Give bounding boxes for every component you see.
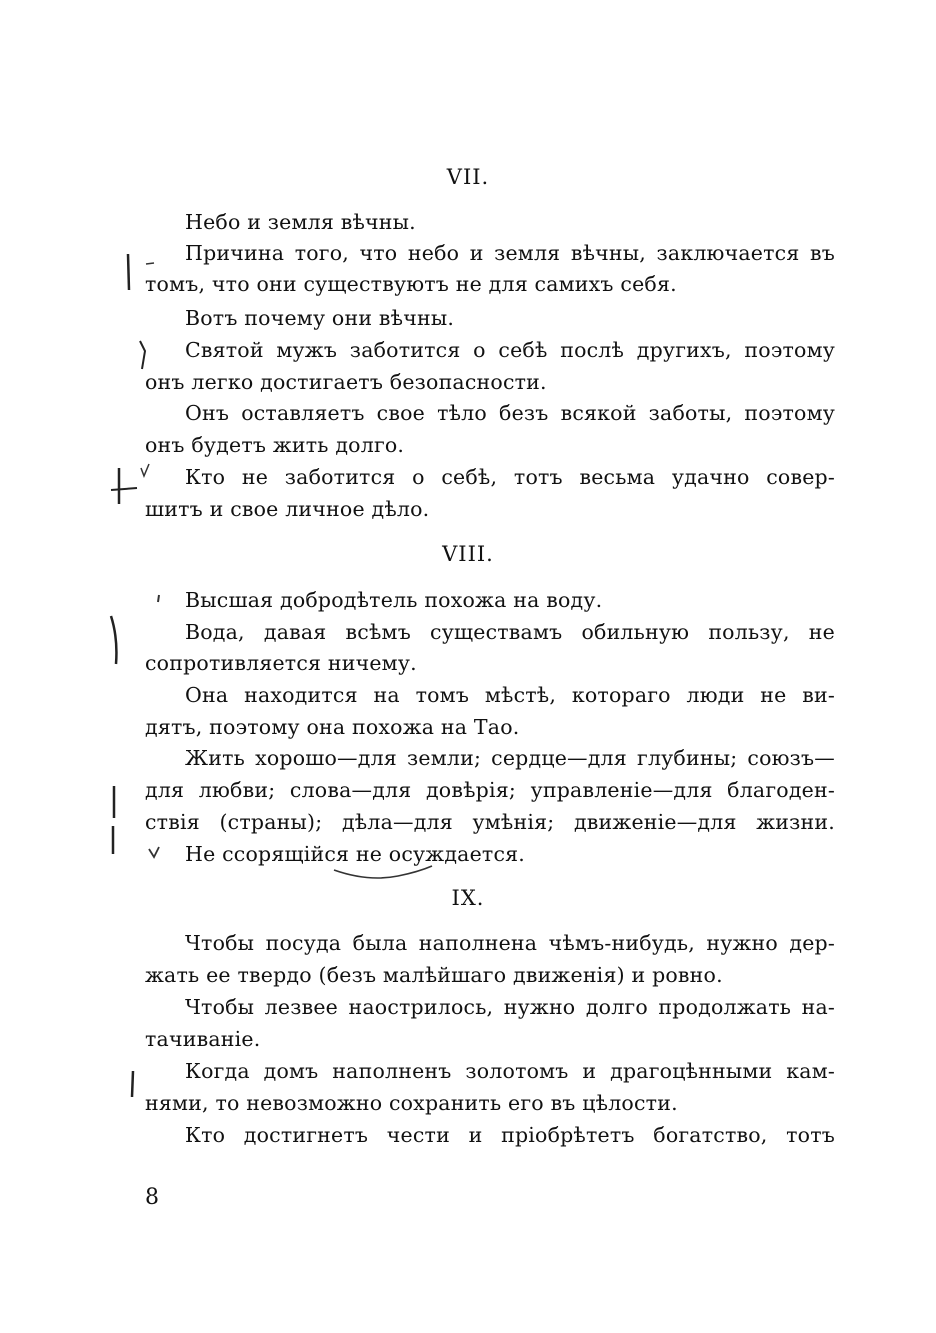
text-line: сопротивляется ничему. [145,651,417,675]
text-line: тачиваніе. [145,1027,261,1051]
page-number: 8 [145,1185,159,1210]
margin-bar-mark [120,240,160,300]
margin-tick-mark [130,335,160,375]
text-line: Небо и земля вѣчны. [185,210,416,234]
section-heading-ix: IX. [451,886,485,910]
section-heading-vii: VII. [446,165,490,189]
text-line: онъ легко достигаетъ безопасности. [145,370,547,394]
underline-scribble [328,862,438,892]
text-line: Жить хорошо—для земли; сердце—для глубины; союзъ— [185,746,835,770]
text-line: Вода, давая всѣмъ существамъ обильную пользу, не [185,620,835,644]
text-line: ствія (страны); дѣла—для умѣнія; движеніе—для жизни. [145,810,835,834]
margin-dot-mark [150,590,170,610]
margin-check-mark [145,843,165,863]
text-line: Не ссорящійся не осуждается. [185,842,525,866]
text-line: Чтобы лезвее наострилось, нужно долго продолжать на- [185,995,835,1019]
text-line: нями, то невозможно сохранить его въ цѣлости. [145,1091,678,1115]
text-line: Кто достигнетъ чести и пріобрѣтетъ богатство, тотъ [185,1123,835,1147]
text-line: томъ, что они существуютъ не для самихъ себя. [145,272,677,296]
text-line: Вотъ почему они вѣчны. [185,306,455,330]
margin-bar-mark [100,780,130,860]
margin-bar-mark [120,1065,150,1105]
text-line: онъ будетъ жить долго. [145,433,405,457]
text-line: Она находится на томъ мѣстѣ, котораго люди не ви- [185,683,835,707]
text-line: Высшая добродѣтель похожа на воду. [185,588,603,612]
text-line: для любви; слова—для довѣрія; управленіе—для благоден- [145,778,835,802]
text-line: шитъ и свое личное дѣло. [145,497,430,521]
section-heading-viii: VIII. [442,542,494,566]
text-line: Когда домъ наполненъ золотомъ и драгоцѣнными кам- [185,1059,835,1083]
text-line: Онъ оставляетъ свое тѣло безъ всякой заботы, поэтому [185,401,835,425]
text-line: дятъ, поэтому она похожа на Тао. [145,715,520,739]
margin-cross-mark [105,462,155,512]
text-line: Причина того, что небо и земля вѣчны, заключается въ [185,241,835,265]
text-line: Кто не заботится о себѣ, тотъ весьма удачно совер- [185,465,835,489]
margin-bar-mark [100,610,130,670]
text-line: жать ее твердо (безъ малѣйшаго движенія) и ровно. [145,963,723,987]
text-line: Чтобы посуда была наполнена чѣмъ-нибудь, нужно дер- [185,931,835,955]
text-line: Святой мужъ заботится о себѣ послѣ другихъ, поэтому [185,338,835,362]
